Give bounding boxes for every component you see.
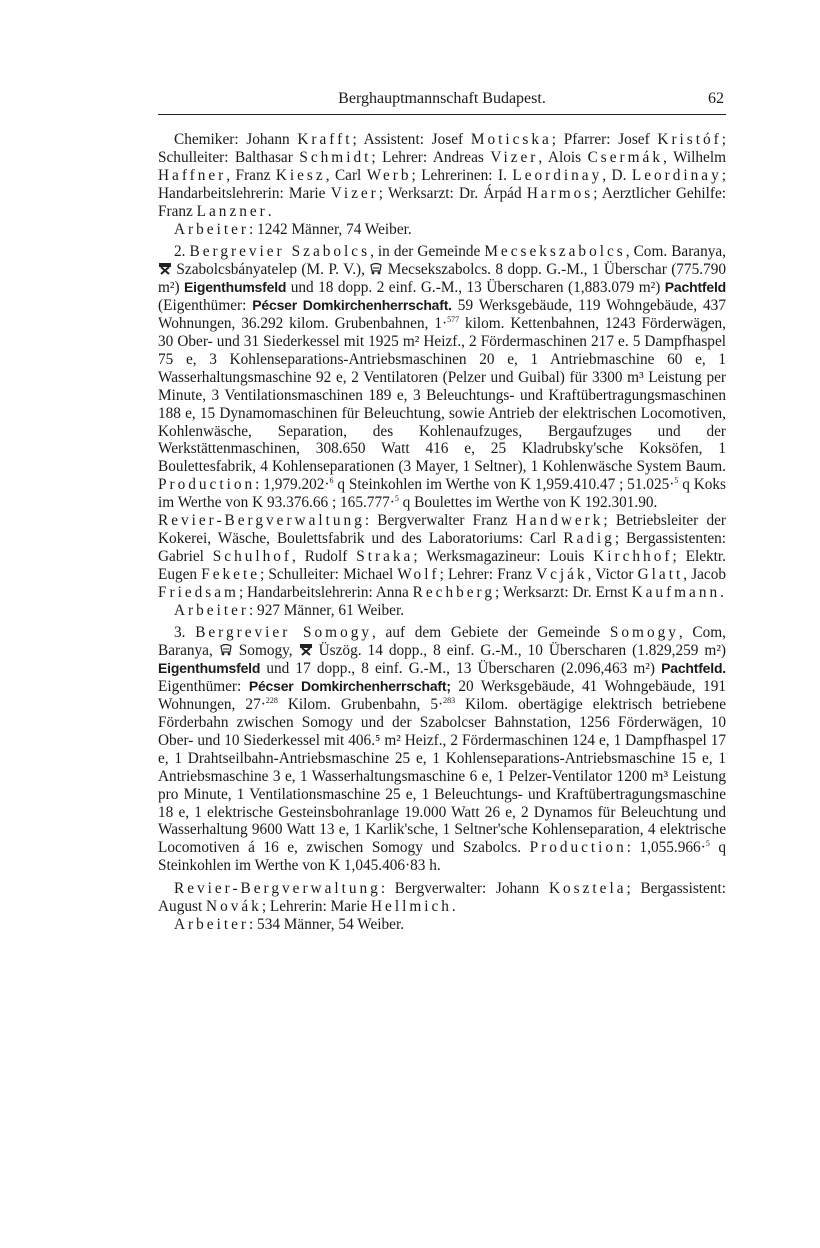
- railway-station-icon: [219, 643, 233, 656]
- mining-hammers-icon: [158, 262, 172, 275]
- administration-paragraph-somogy: Revier-Bergverwaltung: Bergverwalter: Johann Kosztela; Bergassistent: August Novák; Lehrerin: Marie Hellmich.: [158, 880, 726, 916]
- document-page: [158, 88, 726, 1198]
- page-body: [158, 131, 726, 934]
- mining-hammers-icon: [299, 643, 313, 656]
- page-header: [158, 88, 726, 115]
- workers-line-3: Arbeiter: 534 Männer, 54 Weiber.: [174, 915, 405, 933]
- personnel-paragraph-1: Chemiker: Johann Krafft; Assistent: Josef Moticska; Pfarrer: Josef Kristóf; Schulleiter: Balthasar Schmidt; Lehrer: Andreas Vizer, Alois Csermák, Wilhelm Haffner, Franz Kiesz, Carl Werb; Lehrerinen: I. Leordinay, D. Leordinay; Handarbeitslehrerin: Marie Vizer; Werksarzt: Dr. Árpád Harmos; Aerztlicher Gehilfe: Franz Lanzner.: [158, 131, 726, 220]
- railway-station-icon: [369, 262, 383, 275]
- page-number: 62: [708, 90, 724, 107]
- running-title: Berghauptmannschaft Budapest.: [338, 90, 546, 107]
- administration-paragraph-szabolcs: Revier-Bergverwaltung: Bergverwalter Franz Handwerk; Betriebsleiter der Kokerei, Wäsche, Boulettsfabrik und des Laboratoriums: Carl Radig; Bergassistenten: Gabriel Schulhof, Rudolf Straka; Werksmagazineur: Louis Kirchhof; Elektr. Eugen Fekete; Schulleiter: Michael Wolf; Lehrer: Franz Vcják, Victor Glatt, Jacob Friedsam; Handarbeitslehrerin: Anna Rechberg; Werksarzt: Dr. Ernst Kaufmann.: [158, 512, 727, 601]
- district-paragraph-somogy: 3. Bergrevier Somogy, auf dem Gebiete der Gemeinde Somogy, Com, Baranya, Somogy, Üszög. 14 dopp., 8 einf. G.-M., 10 Überscharen (1.829,259 m²) Eigenthumsfeld und 17 dopp., 8 einf. G.-M., 13 Überscharen (2.096,463 m²) Pachtfeld. Eigenthümer: Pécser Domkirchenherrschaft; 20 Werksgebäude, 41 Wohngebäude, 191 Wohnungen, 27·$^{228}$ Kilom. Grubenbahn, 5·$^{283}$ Kilom. obertägige elektrisch betriebene Förderbahn zwischen Somogy und der Szabolcser Bahnstation, 1256 Förderwägen, 10 Ober- und 10 Siederkessel mit 406.⁵ m² Heizf., 2 Fördermaschinen 124 e, 1 Dampfhaspel 17 e, 1 Drahtseilbahn-Antriebsmaschine 25 e, 1 Kohlenseparations-Antriebsmaschine 15 e, 1 Antriebsmaschine 3 e, 1 Wasserhaltungsmaschine 6 e, 1 Pelzer-Ventilator 1200 m³ Leistung pro Minute, 1 Ventilationsmaschine 25 e, 1 Beleuchtungs- und Kraftübertragungsmaschine 18 e, 1 elektrische Gesteinsbohranlage 19.000 Watt 26 e, 2 Dynamos für Beleuchtung und Wasserhaltung 9600 Watt 13 e, 1 Karlik'sche, 1 Seltner'sche Kohlenseparation, 4 elektrische Locomotiven á 16 e, zwischen Somogy und Szabolcs. Production: 1,055.966·$^5$ q Steinkohlen im Werthe von K 1,045.406·83 h.: [158, 624, 727, 875]
- workers-line-2: Arbeiter: 927 Männer, 61 Weiber.: [174, 601, 405, 619]
- district-paragraph-szabolcs: 2. Bergrevier Szabolcs, in der Gemeinde Mecsekszabolcs, Com. Baranya, Szabolcsbányatelep (M. P. V.), Mecsekszabolcs. 8 dopp. G.-M., 1 Überschar (775.790 m²) Eigenthumsfeld und 18 dopp. 2 einf. G.-M., 13 Überscharen (1,883.079 m²) Pachtfeld (Eigenthümer: Pécser Domkirchenherrschaft. 59 Werksgebäude, 119 Wohngebäude, 437 Wohnungen, 36.292 kilom. Grubenbahnen, 1·$^{577}$ kilom. Kettenbahnen, 1243 Förderwägen, 30 Ober- und 31 Siederkessel mit 1925 m² Heizf., 2 Fördermaschinen 217 e. 5 Dampfhaspel 75 e, 3 Kohlenseparations-Antriebsmaschinen 20 e, 1 Antriebmaschine 60 e, 1 Wasserhaltungsmaschine 92 e, 2 Ventilatoren (Pelzer und Guibal) für 3300 m³ Leistung per Minute, 3 Ventilationsmaschinen 189 e, 3 Beleuchtungs- und Kraftübertragungsmaschinen 188 e, 15 Dynamomaschinen für Beleuchtung, sowie Antrieb der elektrischen Locomotiven, Kohlenwäsche, Separation, des Kohlenaufzuges, Bergaufzuges und der Werkstättenmaschinen, 308.650 Watt 416 e, 25 Kladrubsky'sche Koksöfen, 1 Boulettesfabrik, 4 Kohlenseparationen (3 Mayer, 1 Seltner), 1 Kohlenwäsche System Baum. Production: 1,979.202·$^6$ q Steinkohlen im Werthe von K 1,959.410.47 ; 51.025·$^5$ q Koks im Werthe von K 93.376.66 ; 165.777·$^5$ q Boulettes im Werthe von K 192.301.90.: [158, 243, 727, 512]
- workers-line-1: Arbeiter: 1242 Männer, 74 Weiber.: [174, 220, 412, 238]
